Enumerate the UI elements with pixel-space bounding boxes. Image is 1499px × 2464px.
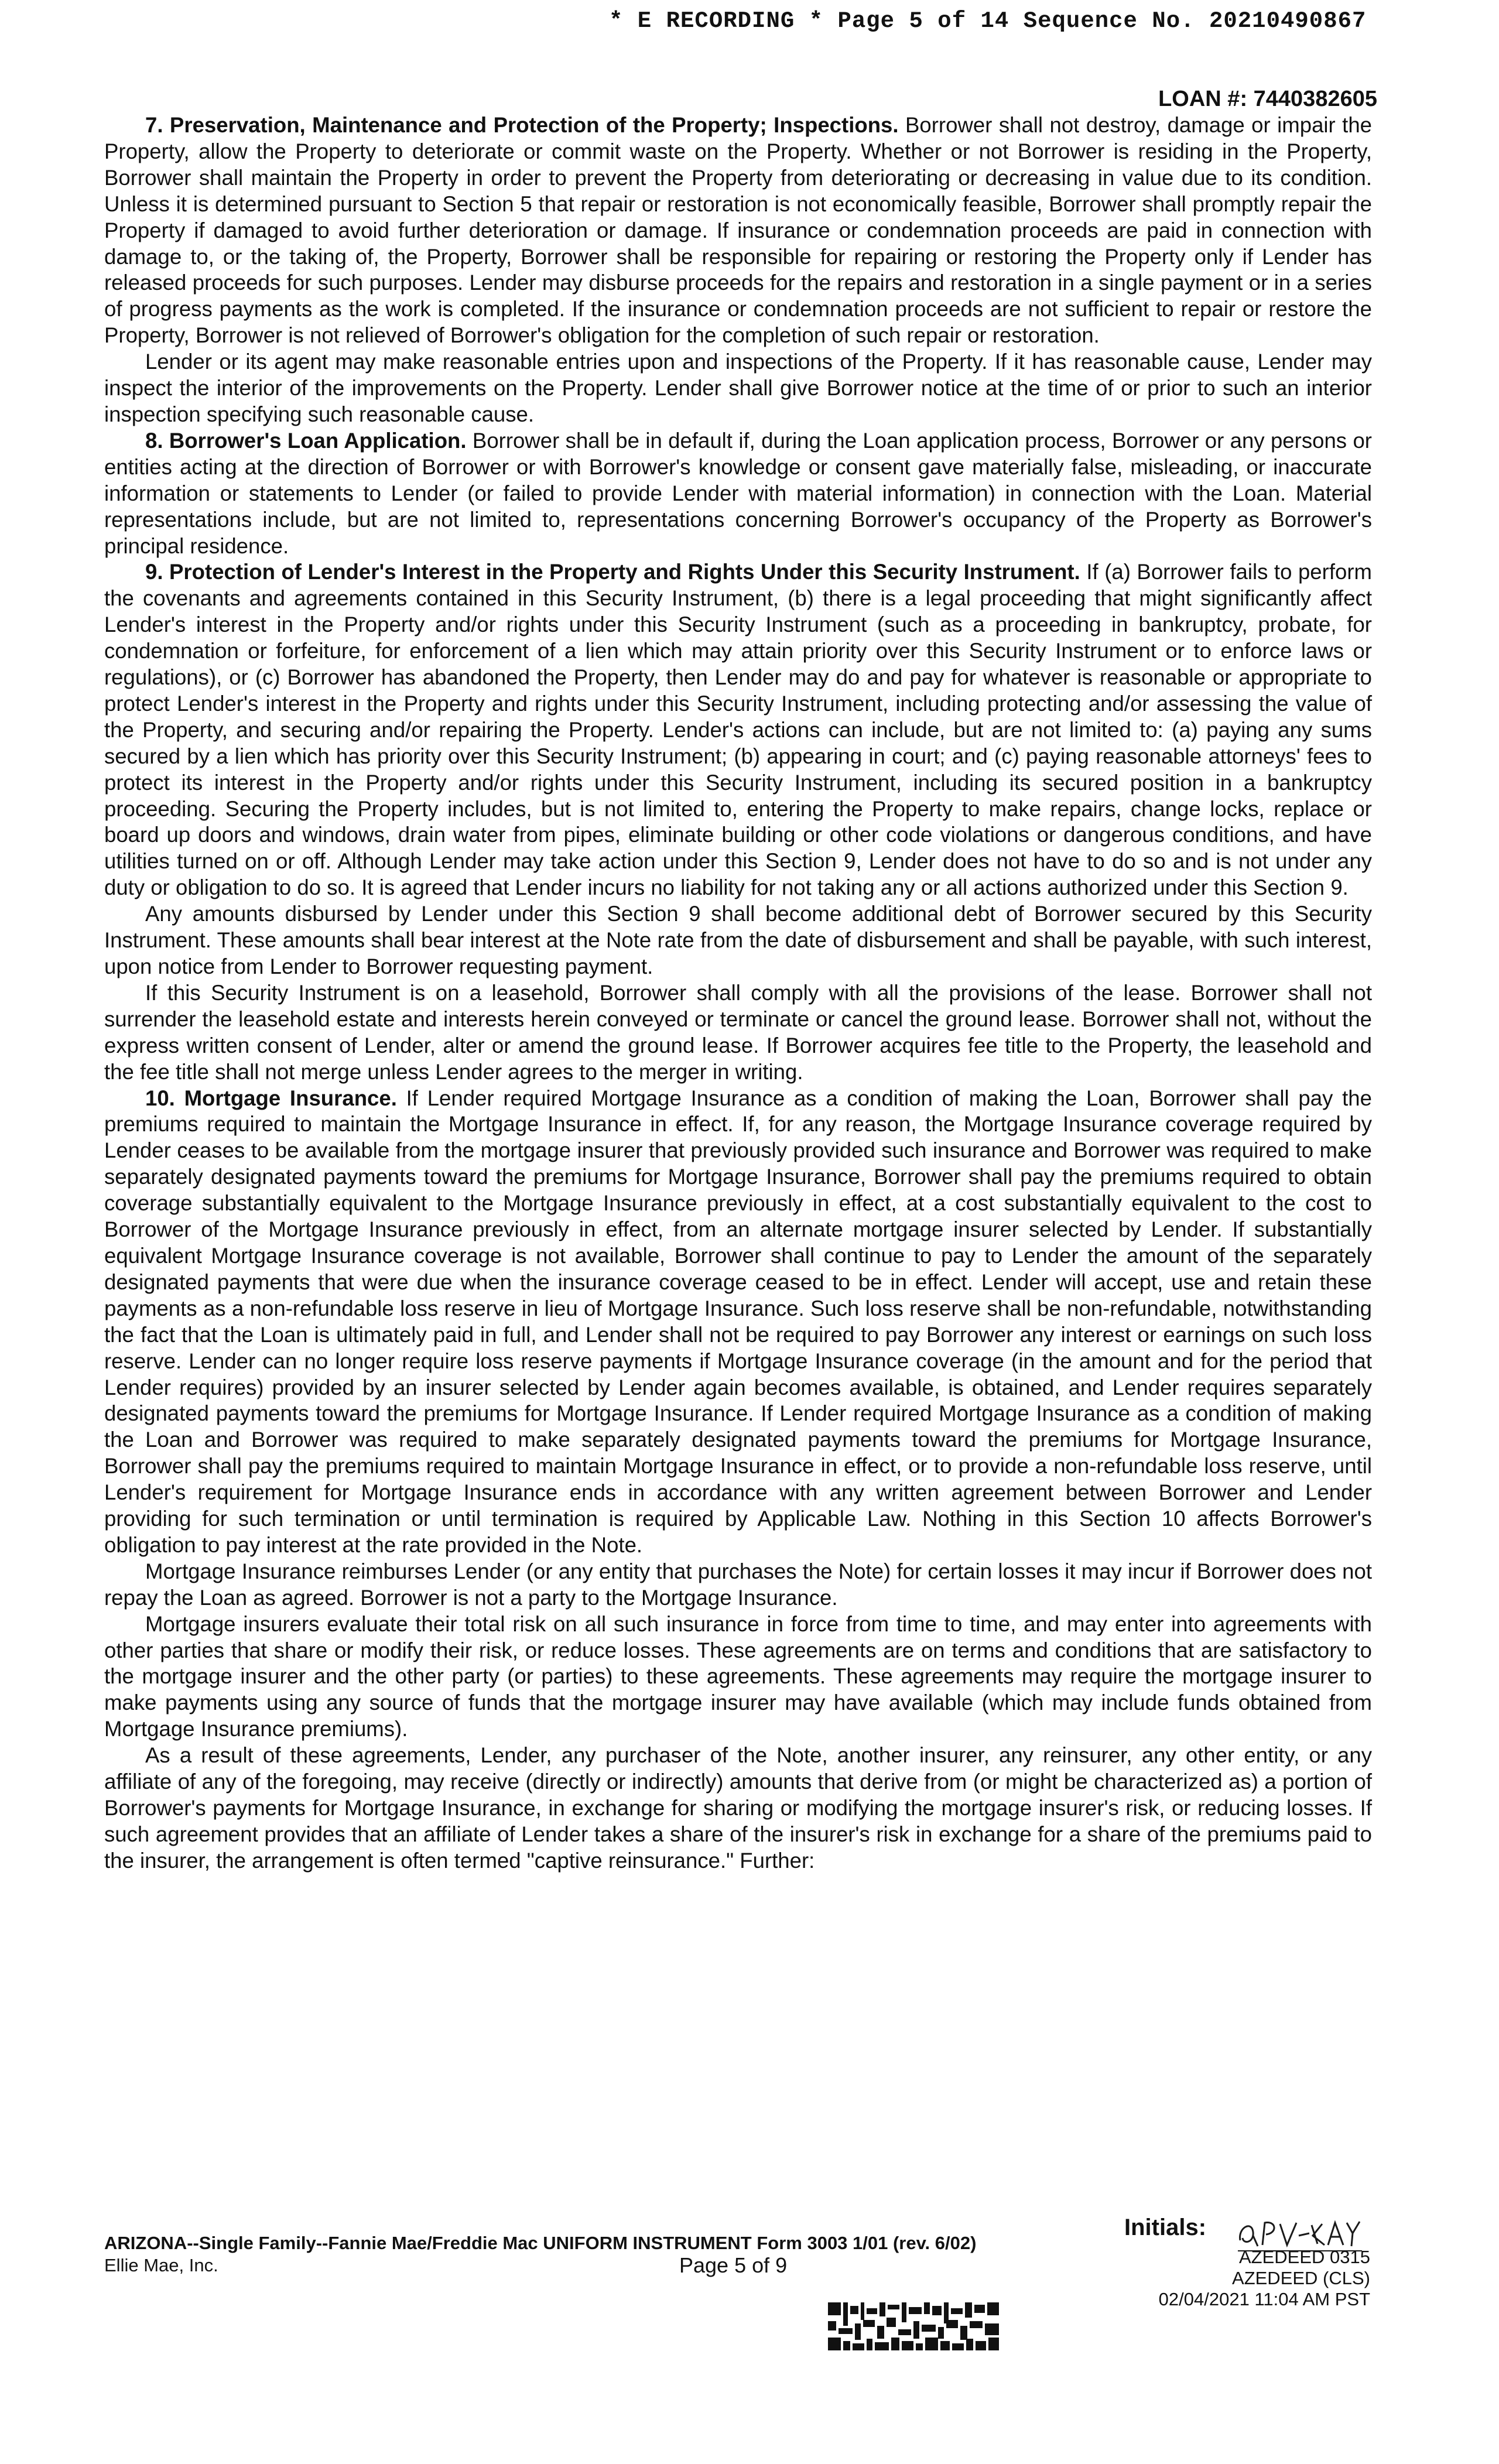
section-paragraph (104, 112, 1372, 349)
initials-label: Initials: (1124, 2215, 1207, 2240)
footer-form-info (104, 2232, 976, 2277)
section-heading: 7. Preservation, Maintenance and Protection of the Property; Inspections. (145, 113, 899, 137)
section-text: Mortgage Insurance reimburses Lender (or any entity that purchases the Note) for certain losses it may incur if Borrower does not repay the Loan as agreed. Borrower is not a party to the Mortgage Insurance. (104, 1559, 1372, 1610)
barcode (826, 2300, 1001, 2354)
section-text: If this Security Instrument is on a leasehold, Borrower shall comply with all the provisions of the lease. Borrower shall not surrender the leasehold estate and interests herein conveyed or terminate or cancel the ground lease. Borrower shall not, without the express written consent of Lender, alter or amend the ground lease. If Borrower acquires fee title to the Property, the leasehold and the fee title shall not merge unless Lender agrees to the merger in writing. (104, 980, 1372, 1084)
section-text: If Lender required Mortgage Insurance as a condition of making the Loan, Borrower shall pay the premiums required to maintain the Mortgage Insurance in effect. If, for any reason, the Mortgage Insurance coverage required by Lender ceases to be available from the mortgage insurer that previously provided such insurance and Borrower was required to make separately designated payments toward the premiums for Mortgage Insurance, Borrower shall pay the premiums required to obtain coverage substantially equivalent to the Mortgage Insurance previously in effect, at a cost substantially equivalent to the cost to Borrower of the Mortgage Insurance previously in effect, from an alternate mortgage insurer selected by Lender. If substantially equivalent Mortgage Insurance coverage is not available, Borrower shall continue to pay to Lender the amount of the separately designated payments that were due when the insurance coverage ceased to be in effect. Lender will accept, use and retain these payments as a non-refundable loss reserve in lieu of Mortgage Insurance. Such loss reserve shall be non-refundable, notwithstanding the fact that the Loan is ultimately paid in full, and Lender shall not be required to pay Borrower any interest or earnings on such loss reserve. Lender can no longer require loss reserve payments if Mortgage Insurance coverage (in the amount and for the period that Lender requires) provided by an insurer selected by Lender again becomes available, is obtained, and Lender requires separately designated payments toward the premiums for Mortgage Insurance. If Lender required Mortgage Insurance as a condition of making the Loan and Borrower was required to make separately designated payments toward the premiums for Mortgage Insurance, Borrower shall pay the premiums required to maintain Mortgage Insurance in effect, or to provide a non-refundable loss reserve, until Lender's requirement for Mortgage Insurance ends in accordance with any written agreement between Borrower and Lender providing for such termination or until termination is required by Applicable Law. Nothing in this Section 10 affects Borrower's obligation to pay interest at the rate provided in the Note. (104, 1086, 1372, 1557)
section-paragraph (104, 428, 1372, 560)
section-text: Any amounts disbursed by Lender under this Section 9 shall become additional debt of Borrower secured by this Security Instrument. These amounts shall bear interest at the Note rate from the date of disbursement and shall be payable, with such interest, upon notice from Lender to Borrower requesting payment. (104, 902, 1372, 978)
form-title: ARIZONA--Single Family--Fannie Mae/Freddie Mac UNIFORM INSTRUMENT Form 3003 1/01 (rev. 6/02) (104, 2233, 977, 2253)
doc-code-cls: AZEDEED (CLS) (1232, 2268, 1370, 2288)
page-number: Page 5 of 9 (679, 2253, 788, 2277)
section-text: Lender or its agent may make reasonable entries upon and inspections of the Property. If it has reasonable cause, Lender may inspect the interior of the improvements on the Property. Lender shall give Borrower notice at the time of or prior to such an interior inspection specifying such reasonable cause. (104, 350, 1372, 426)
recording-header: * E RECORDING * Page 5 of 14 Sequence No. 20210490867 (609, 8, 1367, 34)
section-paragraph (104, 1086, 1372, 1559)
initials-signature (1236, 2210, 1364, 2257)
section-paragraph (104, 349, 1372, 428)
section-text: Borrower shall not destroy, damage or impair the Property, allow the Property to deteriorate or commit waste on the Property. Whether or not Borrower is residing in the Property, Borrower shall maintain the Property in order to prevent the Property from deteriorating or decreasing in value due to its condition. Unless it is determined pursuant to Section 5 that repair or restoration is not economically feasible, Borrower shall promptly repair the Property if damaged to avoid further deterioration or damage. If insurance or condemnation proceeds are paid in connection with damage to, or the taking of, the Property, Borrower shall be responsible for repairing or restoring the Property only if Lender has released proceeds for such purposes. Lender may disburse proceeds for the repairs and restoration in a single payment or in a series of progress payments as the work is completed. If the insurance or condemnation proceeds are not sufficient to repair or restore the Property, Borrower is not relieved of Borrower's obligation for the completion of such repair or restoration. (104, 113, 1373, 348)
section-paragraph (104, 980, 1372, 1086)
timestamp: 02/04/2021 11:04 AM PST (1158, 2289, 1370, 2309)
section-paragraph (104, 1559, 1372, 1611)
section-heading: 10. Mortgage Insurance. (145, 1086, 397, 1110)
initials-block (1124, 2215, 1370, 2310)
section-heading: 9. Protection of Lender's Interest in the Property and Rights Under this Security Instrument. (145, 560, 1080, 584)
section-text: As a result of these agreements, Lender, any purchaser of the Note, another insurer, any reinsurer, any other entity, or any affiliate of any of the foregoing, may receive (directly or indirectly) amounts that derive from (or might be characterized as) a portion of Borrower's payments for Mortgage Insurance, in exchange for sharing or modifying the mortgage insurer's risk, or reducing losses. If such agreement provides that an affiliate of Lender takes a share of the insurer's risk in exchange for a share of the premiums paid to the insurer, the arrangement is often termed "captive reinsurance." Further: (104, 1743, 1372, 1873)
section-paragraph (104, 901, 1372, 980)
section-text: Borrower shall be in default if, during the Loan application process, Borrower or any persons or entities acting at the direction of Borrower or with Borrower's knowledge or consent gave materially false, misleading, or inaccurate information or statements to Lender (or failed to provide Lender with material information) in connection with the Loan. Material representations include, but are not limited to, representations concerning Borrower's occupancy of the Property as Borrower's principal residence. (104, 428, 1372, 558)
section-paragraph (104, 1743, 1372, 1874)
section-paragraph (104, 559, 1372, 901)
section-paragraph (104, 1611, 1372, 1743)
section-heading: 8. Borrower's Loan Application. (145, 428, 467, 453)
loan-number: LOAN #: 7440382605 (1158, 87, 1377, 111)
section-text: Mortgage insurers evaluate their total risk on all such insurance in force from time to time, and may enter into agreements with other parties that share or modify their risk, or reduce losses. These agreements are on terms and conditions that are satisfactory to the mortgage insurer and the other party (or parties) to these agreements. These agreements may require the mortgage insurer to make payments using any source of funds that the mortgage insurer may have available (which may include funds obtained from Mortgage Insurance premiums). (104, 1611, 1372, 1741)
vendor-name: Ellie Mae, Inc. (104, 2255, 218, 2275)
doc-code: AZEDEED 0315 (1239, 2247, 1370, 2267)
document-body (104, 112, 1372, 1874)
section-text: If (a) Borrower fails to perform the covenants and agreements contained in this Security Instrument, (b) there is a legal proceeding that might significantly affect Lender's interest in the Property and/or rights under this Security Instrument (such as a proceeding in bankruptcy, probate, for condemnation or forfeiture, for enforcement of a lien which may attain priority over this Security Instrument or to enforce laws or regulations), or (c) Borrower has abandoned the Property, then Lender may do and pay for whatever is reasonable or appropriate to protect Lender's interest in the Property and rights under this Security Instrument, including protecting and/or assessing the value of the Property, and securing and/or repairing the Property. Lender's actions can include, but are not limited to: (a) paying any sums secured by a lien which has priority over this Security Instrument; (b) appearing in court; and (c) paying reasonable attorneys' fees to protect its interest in the Property and/or rights under this Security Instrument, including its secured position in a bankruptcy proceeding. Securing the Property includes, but is not limited to, entering the Property to make repairs, change locks, replace or board up doors and windows, drain water from pipes, eliminate building or other code violations or dangerous conditions, and have utilities turned on or off. Although Lender may take action under this Section 9, Lender does not have to do so and is not under any duty or obligation to do so. It is agreed that Lender incurs no liability for not taking any or all actions authorized under this Section 9. (104, 560, 1372, 900)
